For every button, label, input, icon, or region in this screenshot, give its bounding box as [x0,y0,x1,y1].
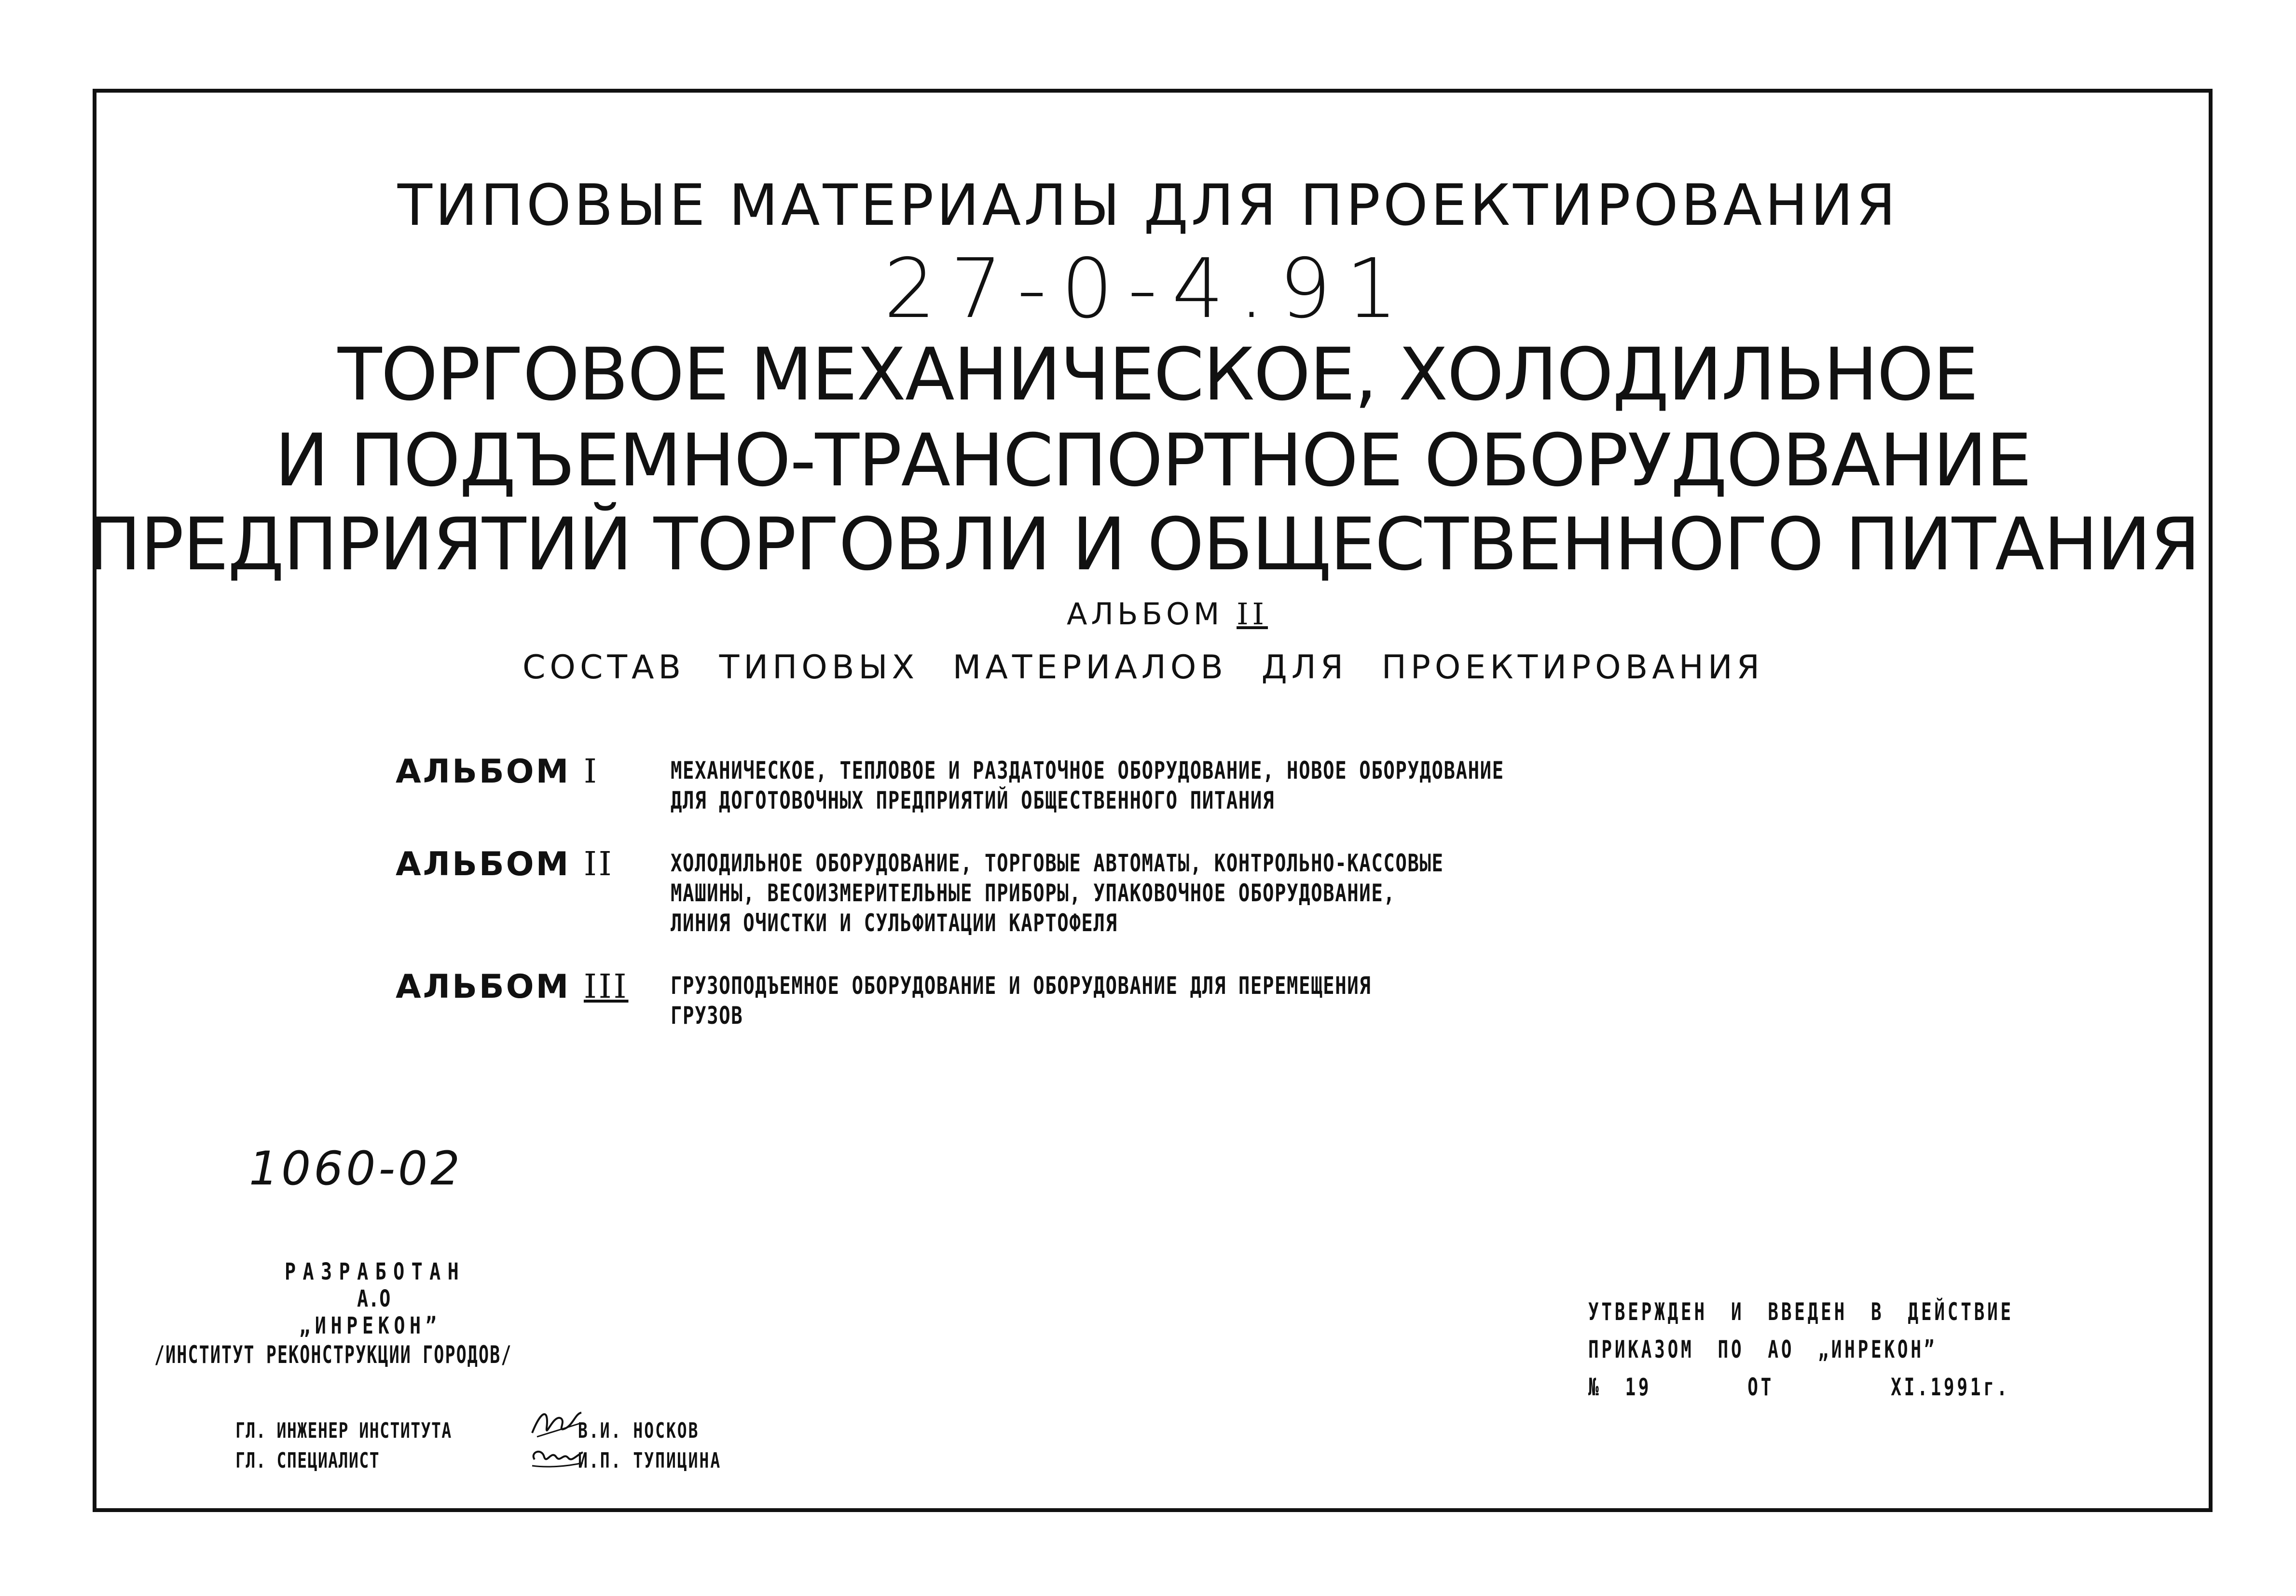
current-album-number: II [1237,596,1268,632]
album-description-line: ГРУЗОВ [671,1002,743,1030]
album-description-line: ЛИНИЯ ОЧИСТКИ И СУЛЬФИТАЦИИ КАРТОФЕЛЯ [671,909,1118,937]
developer-line-2: А.О [357,1285,391,1312]
document-code: 1060-02 [249,1142,463,1196]
album-description [671,848,1444,938]
order-date: XI.1991г. [1891,1373,2010,1401]
current-album [39,596,2296,632]
album-number: III [583,968,629,1006]
album-description [671,756,1504,815]
main-title-line-2: И ПОДЪЕМНО-ТРАНСПОРТНОЕ ОБОРУДОВАНИЕ [275,419,2031,503]
approval-line-1: УТВЕРЖДЕН И ВВЕДЕН В ДЕЙСТВИЕ [1588,1298,2014,1326]
album-description-line: МЕХАНИЧЕСКОЕ, ТЕПЛОВОЕ И РАЗДАТОЧНОЕ ОБОРУДОВАНИЕ, НОВОЕ ОБОРУДОВАНИЕ [671,757,1504,784]
staff-role-1: ГЛ. ИНЖЕНЕР ИНСТИТУТА [235,1418,452,1443]
signature-1-icon [527,1404,585,1443]
album-description-line: МАШИНЫ, ВЕСОИЗМЕРИТЕЛЬНЫЕ ПРИБОРЫ, УПАКОВОЧНОЕ ОБОРУДОВАНИЕ, [671,879,1396,907]
order-from-word: ОТ [1747,1373,1774,1401]
album-label-text: АЛЬБОМ [396,753,571,791]
main-title-line-3: ПРЕДПРИЯТИЙ ТОРГОВЛИ И ОБЩЕСТВЕННОГО ПИТАНИЯ [87,503,2200,587]
developer-line-4: /ИНСТИТУТ РЕКОНСТРУКЦИИ ГОРОДОВ/ [154,1341,512,1369]
album-entry-label [396,845,614,883]
developer-line-1: РАЗРАБОТАН [285,1258,466,1285]
album-description-line: ХОЛОДИЛЬНОЕ ОБОРУДОВАНИЕ, ТОРГОВЫЕ АВТОМАТЫ, КОНТРОЛЬНО-КАССОВЫЕ [671,849,1444,877]
album-number: II [583,845,614,883]
album-description-line: ДЛЯ ДОГОТОВОЧНЫХ ПРЕДПРИЯТИЙ ОБЩЕСТВЕННОГО ПИТАНИЯ [671,786,1275,814]
album-label-text: АЛЬБОМ [396,968,571,1006]
staff-block [235,1418,911,1486]
album-entry-label [396,753,599,791]
signature-2-icon [527,1438,585,1476]
main-title-line-1: ТОРГОВОЕ МЕХАНИЧЕСКОЕ, ХОЛОДИЛЬНОЕ [337,333,1978,417]
approval-line-2: ПРИКАЗОМ ПО АО „ИНРЕКОН” [1588,1335,1938,1363]
series-title: ТИПОВЫЕ МАТЕРИАЛЫ ДЛЯ ПРОЕКТИРОВАНИЯ [397,172,1899,238]
order-number-prefix: № [1588,1373,1602,1401]
composition-title: СОСТАВ ТИПОВЫХ МАТЕРИАЛОВ ДЛЯ ПРОЕКТИРОВАНИЯ [522,648,1764,687]
album-label-text: АЛЬБОМ [396,845,571,883]
album-entry-label [396,968,629,1006]
order-number: 19 [1625,1373,1652,1401]
album-number: I [583,753,599,791]
developer-line-3: „ИНРЕКОН” [299,1312,441,1339]
approval-line-3 [1588,1373,2010,1401]
album-description [671,971,1371,1031]
staff-name-2: И.П. ТУПИЦИНА [578,1448,722,1473]
album-description-line: ГРУЗОПОДЪЕМНОЕ ОБОРУДОВАНИЕ И ОБОРУДОВАНИЕ ДЛЯ ПЕРЕМЕЩЕНИЯ [671,972,1372,1000]
current-album-label: АЛЬБОМ [1066,596,1224,632]
staff-name-1: В.И. НОСКОВ [578,1418,700,1443]
staff-role-2: ГЛ. СПЕЦИАЛИСТ [235,1448,380,1473]
series-number: 27-0-4.91 [883,241,1413,337]
